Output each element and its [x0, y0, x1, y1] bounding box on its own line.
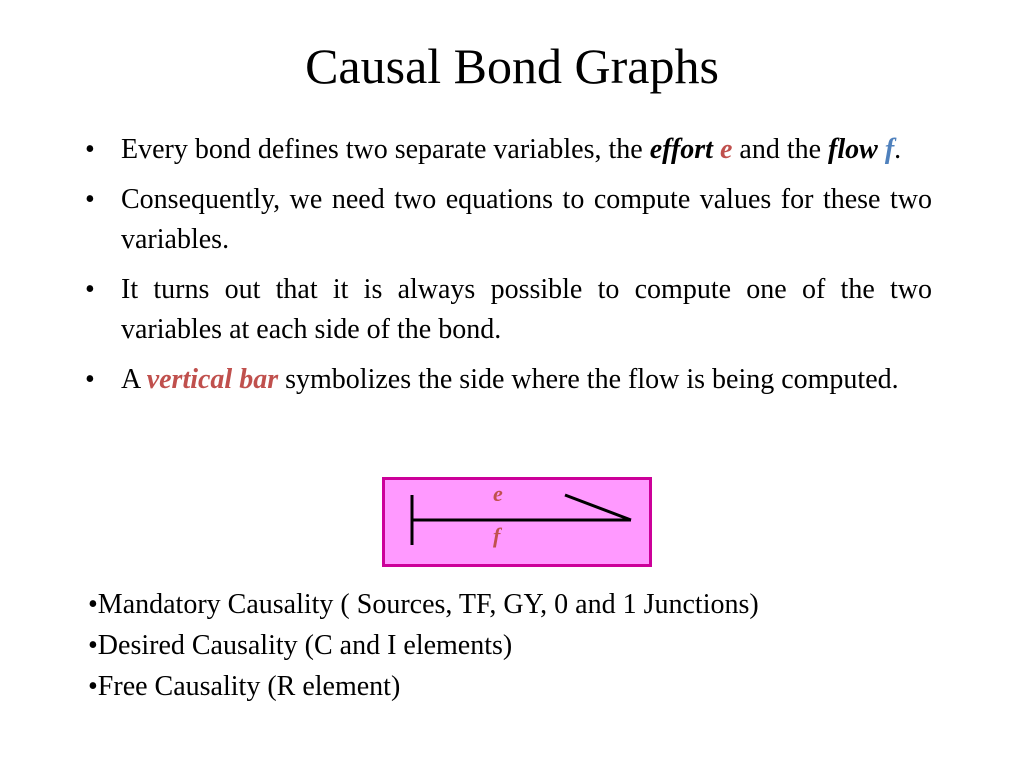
- bullet-text: and the: [732, 134, 829, 165]
- bullet-marker: •: [85, 364, 95, 395]
- flow-symbol: f: [884, 134, 895, 165]
- causality-item-free: •Free Causality (R element): [88, 671, 401, 702]
- flow-term: flow: [828, 134, 878, 165]
- bullet-marker: •: [85, 134, 95, 165]
- bullet-list: [80, 130, 932, 410]
- slide-title: Causal Bond Graphs: [305, 38, 719, 94]
- vertical-bar-term: vertical bar: [146, 364, 279, 395]
- bullet-item: [80, 130, 932, 170]
- flow-label: f: [493, 523, 501, 548]
- bullet-text: .: [894, 134, 902, 165]
- half-arrow: [565, 495, 631, 520]
- causality-item-desired: •Desired Causality (C and I elements): [88, 630, 513, 661]
- bullet-text: It turns out that it is always possible to compute one of the two variables at each side of the bond.: [121, 274, 932, 345]
- bullet-item: [80, 270, 932, 350]
- bullet-text: Consequently, we need two equations to compute values for these two variables.: [121, 184, 932, 255]
- bullet-marker: •: [85, 184, 95, 215]
- causal-bond-diagram: [382, 477, 652, 567]
- effort-symbol: e: [719, 134, 733, 165]
- bullet-item: [80, 180, 932, 260]
- bullet-text: symbolizes the side where the flow is being computed.: [278, 364, 899, 395]
- bullet-item: [80, 360, 932, 400]
- effort-label: e: [493, 481, 503, 506]
- causality-list: [88, 584, 759, 707]
- bullet-marker: •: [85, 274, 95, 305]
- bullet-text: Every bond defines two separate variables, the: [121, 134, 650, 165]
- causality-item-mandatory: •Mandatory Causality ( Sources, TF, GY, 0 and 1 Junctions): [88, 589, 759, 620]
- effort-term: effort: [649, 134, 713, 165]
- bullet-text: A: [121, 364, 147, 395]
- causal-bond-icon: [385, 480, 649, 564]
